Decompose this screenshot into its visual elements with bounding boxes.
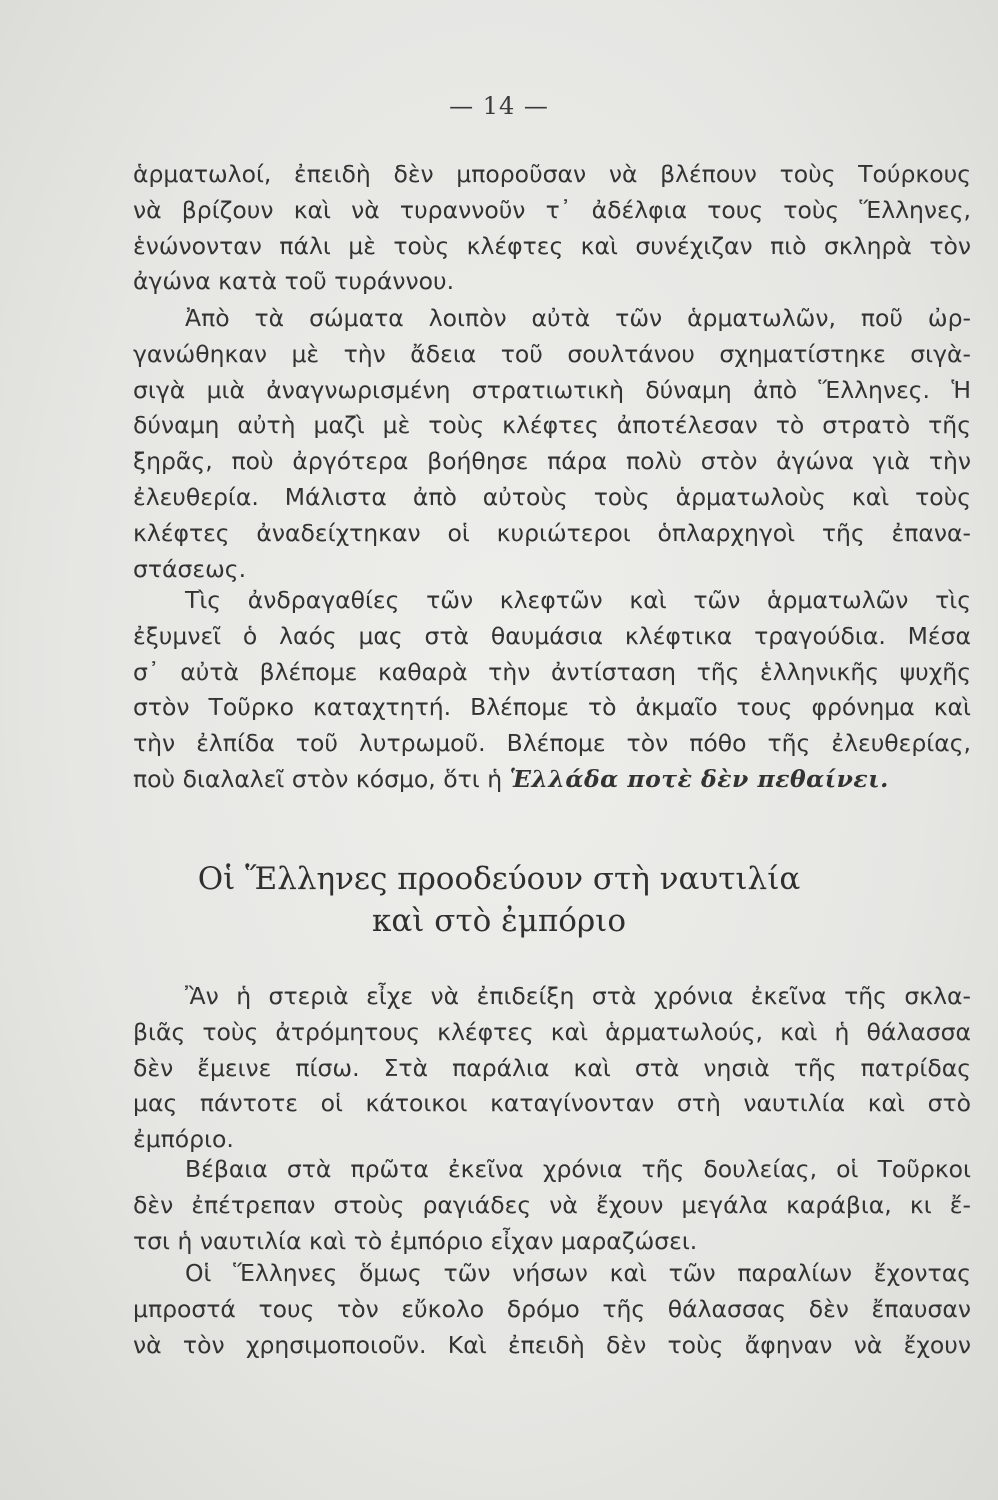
text-line: τὴν ἐλπίδα τοῦ λυτρωμοῦ. Βλέπομε τὸν πόθο τῆς ἐλευθερίας,	[133, 729, 971, 758]
paragraph-2	[133, 301, 971, 587]
text-line: κλέφτες ἀναδείχτηκαν οἱ κυριώτεροι ὁπλαρχηγοὶ τῆς ἐπανα-	[133, 518, 971, 547]
text-line: ἐμπόριο.	[133, 1125, 234, 1154]
text-line: ἑνώνονταν πάλι μὲ τοὺς κλέφτες καὶ συνέχιζαν πιὸ σκληρὰ τὸν	[133, 231, 971, 260]
page-number: — 14 —	[449, 92, 549, 120]
text-line: δύναμη αὐτὴ μαζὶ μὲ τοὺς κλέφτες ἀποτέλεσαν τὸ στρατὸ τῆς	[133, 411, 971, 440]
text-line: στὸν Τοῦρκο καταχτητή. Βλέπομε τὸ ἀκμαῖο τους φρόνημα καὶ	[133, 693, 971, 722]
text-line: Βέβαια στὰ πρῶτα ἐκεῖνα χρόνια τῆς δουλείας, οἱ Τοῦρκοι	[185, 1155, 971, 1183]
paragraph-4	[133, 979, 971, 1158]
text-line: ἐλευθερία. Μάλιστα ἀπὸ αὐτοὺς τοὺς ἁρματωλοὺς καὶ τοὺς	[133, 482, 971, 511]
paragraph-3	[133, 583, 971, 798]
text-line: γανώθηκαν μὲ τὴν ἄδεια τοῦ σουλτάνου σχηματίστηκε σιγὰ-	[133, 339, 971, 368]
emphasized-quote: Ἑλλάδα ποτὲ δὲν πεθαίνει.	[509, 764, 889, 793]
text-line: νὰ βρίζουν καὶ νὰ τυραννοῦν τ᾿ ἀδέλφια τους τοὺς Ἕλληνες,	[133, 195, 971, 224]
section-heading-line-1: Οἱ Ἕλληνες προοδεύουν στὴ ναυτιλία	[197, 861, 801, 897]
text-line: μπροστά τους τὸν εὔκολο δρόμο τῆς θάλασσας δὲν ἔπαυσαν	[133, 1294, 971, 1323]
text-line: τσι ἡ ναυτιλία καὶ τὸ ἐμπόριο εἶχαν μαραζώσει.	[133, 1226, 698, 1255]
text-line: ἁρματωλοί, ἐπειδὴ δὲν μποροῦσαν νὰ βλέπουν τοὺς Τούρκους	[133, 160, 971, 188]
paragraph-5	[133, 1152, 971, 1259]
text-line: δὲν ἐπέτρεπαν στοὺς ραγιάδες νὰ ἔχουν μεγάλα καράβια, κι ἔ-	[133, 1190, 971, 1219]
text-line: βιᾶς τοὺς ἀτρόμητους κλέφτες καὶ ἁρματωλούς, καὶ ἡ θάλασσα	[133, 1017, 971, 1046]
text-line: ἐξυμνεῖ ὁ λαός μας στὰ θαυμάσια κλέφτικα τραγούδια. Μέσα	[133, 621, 971, 650]
paragraph-6	[133, 1256, 971, 1363]
text-line: νὰ τὸν χρησιμοποιοῦν. Καὶ ἐπειδὴ δὲν τοὺς ἄφηναν νὰ ἔχουν	[133, 1330, 971, 1359]
text-line: σ᾿ αὐτὰ βλέπομε καθαρὰ τὴν ἀντίσταση τῆς ἑλληνικῆς ψυχῆς	[133, 657, 971, 686]
text-line: Ἂν ἡ στεριὰ εἶχε νὰ ἐπιδείξη στὰ χρόνια ἐκεῖνα τῆς σκλα-	[185, 982, 971, 1010]
section-heading-line-2: καὶ στὸ ἐμπόριο	[371, 903, 626, 939]
text-line: σιγὰ μιὰ ἀναγνωρισμένη στρατιωτικὴ δύναμη ἀπὸ Ἕλληνες. Ἡ	[133, 375, 971, 404]
text-line: ἀγώνα κατὰ τοῦ τυράννου.	[133, 267, 455, 296]
text-line: μας πάντοτε οἱ κάτοικοι καταγίνονταν στὴ ναυτιλία καὶ στὸ	[133, 1089, 971, 1118]
text-line: Οἱ Ἕλληνες ὅμως τῶν νήσων καὶ τῶν παραλίων ἔχοντας	[185, 1259, 971, 1287]
text-line: Ἀπὸ τὰ σώματα λοιπὸν αὐτὰ τῶν ἁρματωλῶν, ποῦ ὠρ-	[185, 304, 971, 332]
text-line-prefix: ποὺ διαλαλεῖ στὸν κόσμο, ὅτι ἡ	[133, 764, 510, 793]
text-line	[133, 762, 971, 798]
text-line: ξηρᾶς, ποὺ ἀργότερα βοήθησε πάρα πολὺ στὸν ἀγώνα γιὰ τὴν	[133, 447, 971, 476]
paragraph-1	[133, 157, 971, 300]
text-line: Τὶς ἀνδραγαθίες τῶν κλεφτῶν καὶ τῶν ἁρματωλῶν τὶς	[185, 586, 971, 614]
text-line: στάσεως.	[133, 554, 247, 583]
text-line: δὲν ἔμεινε πίσω. Στὰ παράλια καὶ στὰ νησιὰ τῆς πατρίδας	[133, 1053, 971, 1082]
